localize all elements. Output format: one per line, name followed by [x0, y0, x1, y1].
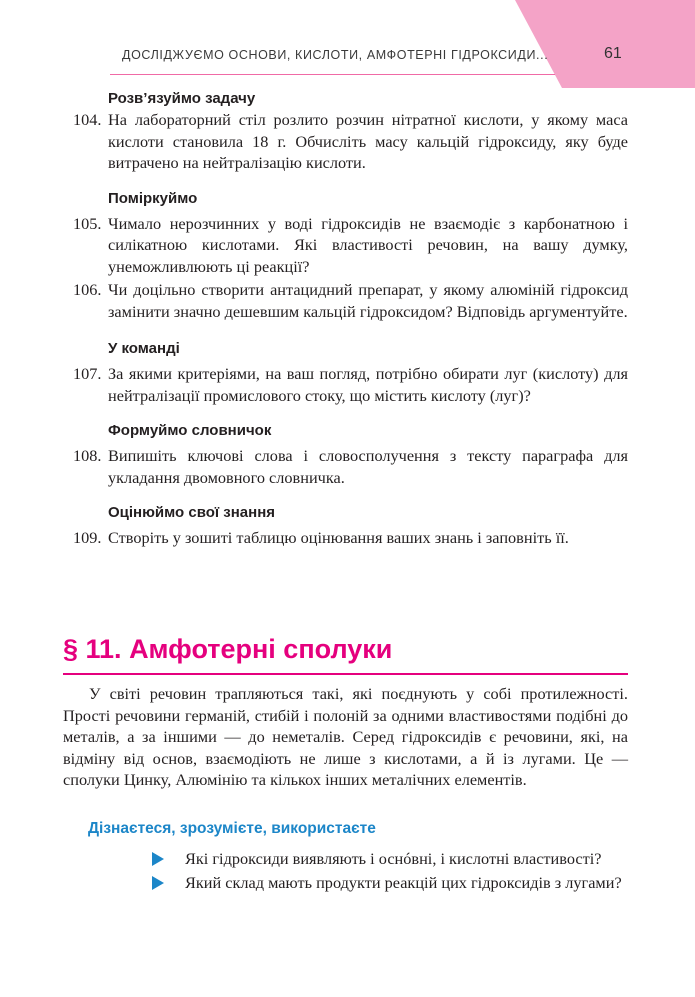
exercise-text: Створіть у зошиті таблицю оцінювання ваших знань і заповніть її.	[108, 528, 569, 547]
exercise-number: 108.	[73, 446, 102, 465]
exercise-number: 104.	[73, 110, 102, 129]
block-heading: Формуймо словничок	[108, 422, 272, 439]
running-head: ДОСЛІДЖУЄМО ОСНОВИ, КИСЛОТИ, АМФОТЕРНІ ГІДРОКСИДИ...	[122, 48, 549, 62]
section-title-underline	[63, 673, 628, 675]
exercise-text: Чимало нерозчинних у воді гідроксидів не взаємодіє з карбонатною і силікатною кислотами. Які властивості речовин, на вашу думку, унеможливлюють ці реакції?	[108, 213, 628, 276]
exercise-block	[0, 422, 695, 488]
section-intro: У світі речовин трапляються такі, які поєднують у собі протилежності. Прості речовини германій, стибій і полоній за одними властивостями подібні до металів, а за іншими — до неметалів. Серед гідроксидів є речовини, які, на відміну від основ, взаємодіють не лише з кислотами, а й із лугами. Це — сполуки Цинку, Алюмінію та кількох інших металічних елементів.	[63, 684, 628, 789]
exercise-text: Чи доцільно створити антацидний препарат, у якому алюміній гідроксид замінити значно дешевшим кальцій гідроксидом? Відповідь аргументуйте.	[108, 280, 628, 321]
learning-goal-item	[150, 848, 628, 870]
block-heading: У команді	[108, 340, 180, 357]
exercise-number: 109.	[73, 528, 102, 547]
learning-goals-heading: Дізнаєтеся, зрозумієте, використаєте	[88, 820, 376, 837]
exercise-number: 106.	[73, 280, 102, 299]
exercise-item	[0, 279, 695, 322]
triangle-bullet-icon	[152, 852, 164, 866]
exercise-number: 107.	[73, 364, 102, 383]
learning-goal-text: Які гідроксиди виявляють і оснóвні, і кислотні властивості?	[185, 849, 602, 868]
learning-goals-list	[150, 848, 628, 895]
learning-goal-text: Який склад мають продукти реакцій цих гідроксидів з лугами?	[185, 872, 622, 892]
exercise-text: На лабораторний стіл розлито розчин нітратної кислоти, у якому маса кислоти становила 18 г. Обчисліть масу кальцій гідроксиду, яку буде витрачено на нейтралізацію кислоти.	[108, 110, 628, 172]
exercise-item	[0, 527, 695, 549]
exercise-item	[0, 363, 695, 406]
exercise-text: Випишіть ключові слова і словосполучення з тексту параграфа для укладання двомовного словничка.	[108, 446, 628, 487]
exercise-text: За якими критеріями, на ваш погляд, потрібно обирати луг (кислоту) для нейтралізації промислового стоку, що містить кислоту (луг)?	[108, 364, 628, 405]
block-heading: Поміркуймо	[108, 189, 198, 207]
exercise-block	[0, 504, 695, 549]
learning-goal-item	[150, 872, 628, 894]
exercise-blocks	[0, 90, 695, 549]
section-title: § 11. Амфотерні сполуки	[63, 634, 393, 664]
triangle-bullet-icon	[152, 876, 164, 890]
exercise-item	[0, 445, 695, 488]
exercise-number: 105.	[73, 213, 102, 233]
exercise-block	[0, 90, 695, 174]
exercise-item	[0, 109, 695, 174]
block-heading: Оцінюймо свої знання	[108, 504, 276, 521]
header-divider	[110, 74, 555, 75]
page-number: 61	[604, 45, 622, 62]
exercise-block	[0, 190, 695, 323]
exercise-item	[0, 213, 695, 278]
block-heading: Розв’язуймо задачу	[108, 90, 256, 107]
exercise-block	[0, 340, 695, 406]
